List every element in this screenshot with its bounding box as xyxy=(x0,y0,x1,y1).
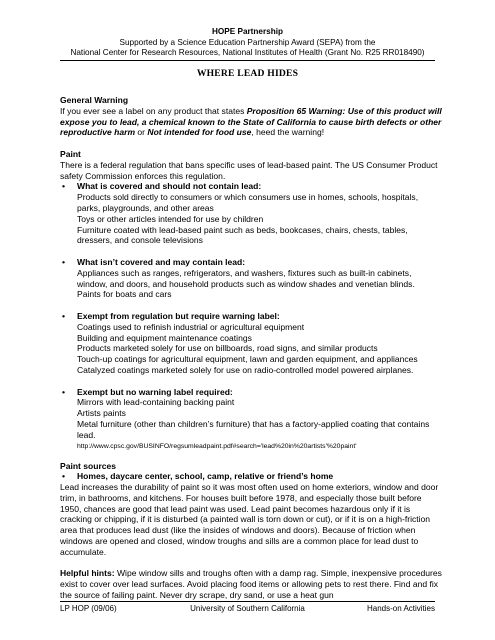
footer-activity-type: Hands-on Activities xyxy=(366,604,435,613)
paint-sources-paragraph: Lead increases the durability of paint so it was most often used on home exteriors, window and door trim, in bathrooms, and kitchens. For houses built before 1978, and especially those built before 1950, chances are good that lead paint was used. Lead paint becomes hazardous only if it is cracking or chipping, if it is disturbed (a painted wall is torn down or cut), or if it is on a high-friction area that produces lead dust (like the insides of windows and doors). Because of friction when windows are opened and closed, window troughs and sills are a common place for lead dust to accumulate. xyxy=(60,482,439,557)
general-text-1: If you ever see a label on any product that states xyxy=(60,105,247,116)
helpful-hints-paragraph xyxy=(60,568,442,600)
exempt-no-label-bullet xyxy=(60,387,442,398)
list-item: Building and equipment maintenance coatings xyxy=(77,332,252,343)
list-item: Mirrors with lead-containing backing paint xyxy=(77,397,235,408)
helpful-hints-text: Wipe window sills and troughs often with a damp rag. Simple, inexpensive procedures exist to cover over lead surfaces. Avoid placing food items or allowing pets to rest there. Find and fix the source of failing paint. Never dry scrape, dry sand, or use a heat gun xyxy=(60,568,442,601)
header-award: Supported by a Science Education Partnership Award (SEPA) from the xyxy=(119,37,376,47)
general-warning-heading: General Warning xyxy=(60,95,129,105)
list-item: Appliances such as ranges, refrigerators, and washers, fixtures such as built-in cabinets, window, and doors, and household products such as window shades and venetian blinds. xyxy=(77,267,415,289)
not-covered-bullet xyxy=(60,257,442,268)
header-grant: National Center for Research Resources, National Institutes of Health (Grant No. R25 RR018490) xyxy=(70,48,425,58)
bullet-icon: • xyxy=(62,471,65,482)
footer-divider xyxy=(60,601,435,602)
covered-list xyxy=(60,192,442,246)
exempt-no-label-list xyxy=(60,397,442,451)
homes-title: Homes, daycare center, school, camp, relative or friend’s home xyxy=(77,471,334,482)
list-item: Furniture coated with lead-based paint such as beds, bookcases, chairs, chests, tables, dressers, and console televisions xyxy=(77,224,408,246)
not-covered-list xyxy=(60,268,442,300)
bullet-icon: • xyxy=(62,181,65,192)
covered-title: What is covered and should not contain lead: xyxy=(77,181,262,192)
bullet-icon: • xyxy=(62,386,65,397)
exempt-label-title: Exempt from regulation but require warning label: xyxy=(77,310,280,321)
footer-doc-code: LP HOP (09/06) xyxy=(60,604,117,613)
list-item: Metal furniture (other than children’s furniture) that has a factory-applied coating that contains lead. xyxy=(77,418,430,440)
bullet-icon: • xyxy=(62,256,65,267)
document-body xyxy=(60,95,442,601)
paint-intro: There is a federal regulation that bans specific uses of lead-based paint. The US Consumer Product safety Commission enforces this regulation. xyxy=(60,159,438,181)
list-item: Coatings used to refinish industrial or agricultural equipment xyxy=(77,321,305,332)
prop65-warning-text: Proposition 65 Warning: Use of this product will expose you to lead, a chemical known to the State of California to cause birth defects or other reproductive harm xyxy=(60,105,442,138)
page-header xyxy=(60,27,435,59)
general-text-end: , heed the warning! xyxy=(251,127,325,138)
exempt-no-label-title: Exempt but no warning label required: xyxy=(77,386,233,397)
exempt-label-bullet xyxy=(60,311,442,322)
header-org: HOPE Partnership xyxy=(212,27,283,36)
list-item: Paints for boats and cars xyxy=(77,289,172,300)
general-text-or: or xyxy=(135,127,148,138)
covered-bullet xyxy=(60,181,442,192)
food-use-warning-text: Not intended for food use xyxy=(147,127,252,138)
list-item: Products sold directly to consumers or which consumers use in homes, schools, hospitals, parks, playgrounds, and other areas xyxy=(77,192,419,213)
homes-bullet xyxy=(60,471,442,482)
cpsc-source-url: http://www.cpsc.gov/BUSINFO/regsumleadpaint.pdf#search='lead%20in%20artists'%20paint' xyxy=(77,442,357,450)
helpful-hints-label: Helpful hints: xyxy=(60,568,115,579)
paint-sources-heading: Paint sources xyxy=(60,460,117,471)
header-divider xyxy=(60,60,435,61)
list-item: Toys or other articles intended for use by children xyxy=(77,213,264,224)
not-covered-title: What isn’t covered and may contain lead: xyxy=(77,256,246,267)
list-item: Products marketed solely for use on billboards, road signs, and similar products xyxy=(77,343,378,354)
list-item: Touch-up coatings for agricultural equipment, lawn and garden equipment, and appliances xyxy=(77,354,418,365)
page-title: WHERE LEAD HIDES xyxy=(196,68,299,79)
general-warning-paragraph xyxy=(60,106,442,138)
paint-heading: Paint xyxy=(60,148,81,159)
footer-university: University of Southern California xyxy=(190,604,305,613)
bullet-icon: • xyxy=(62,310,65,321)
list-item: Catalyzed coatings marketed solely for use on radio-controlled model powered airplanes. xyxy=(77,364,414,375)
list-item: Artists paints xyxy=(77,408,126,419)
exempt-label-list xyxy=(60,322,442,376)
